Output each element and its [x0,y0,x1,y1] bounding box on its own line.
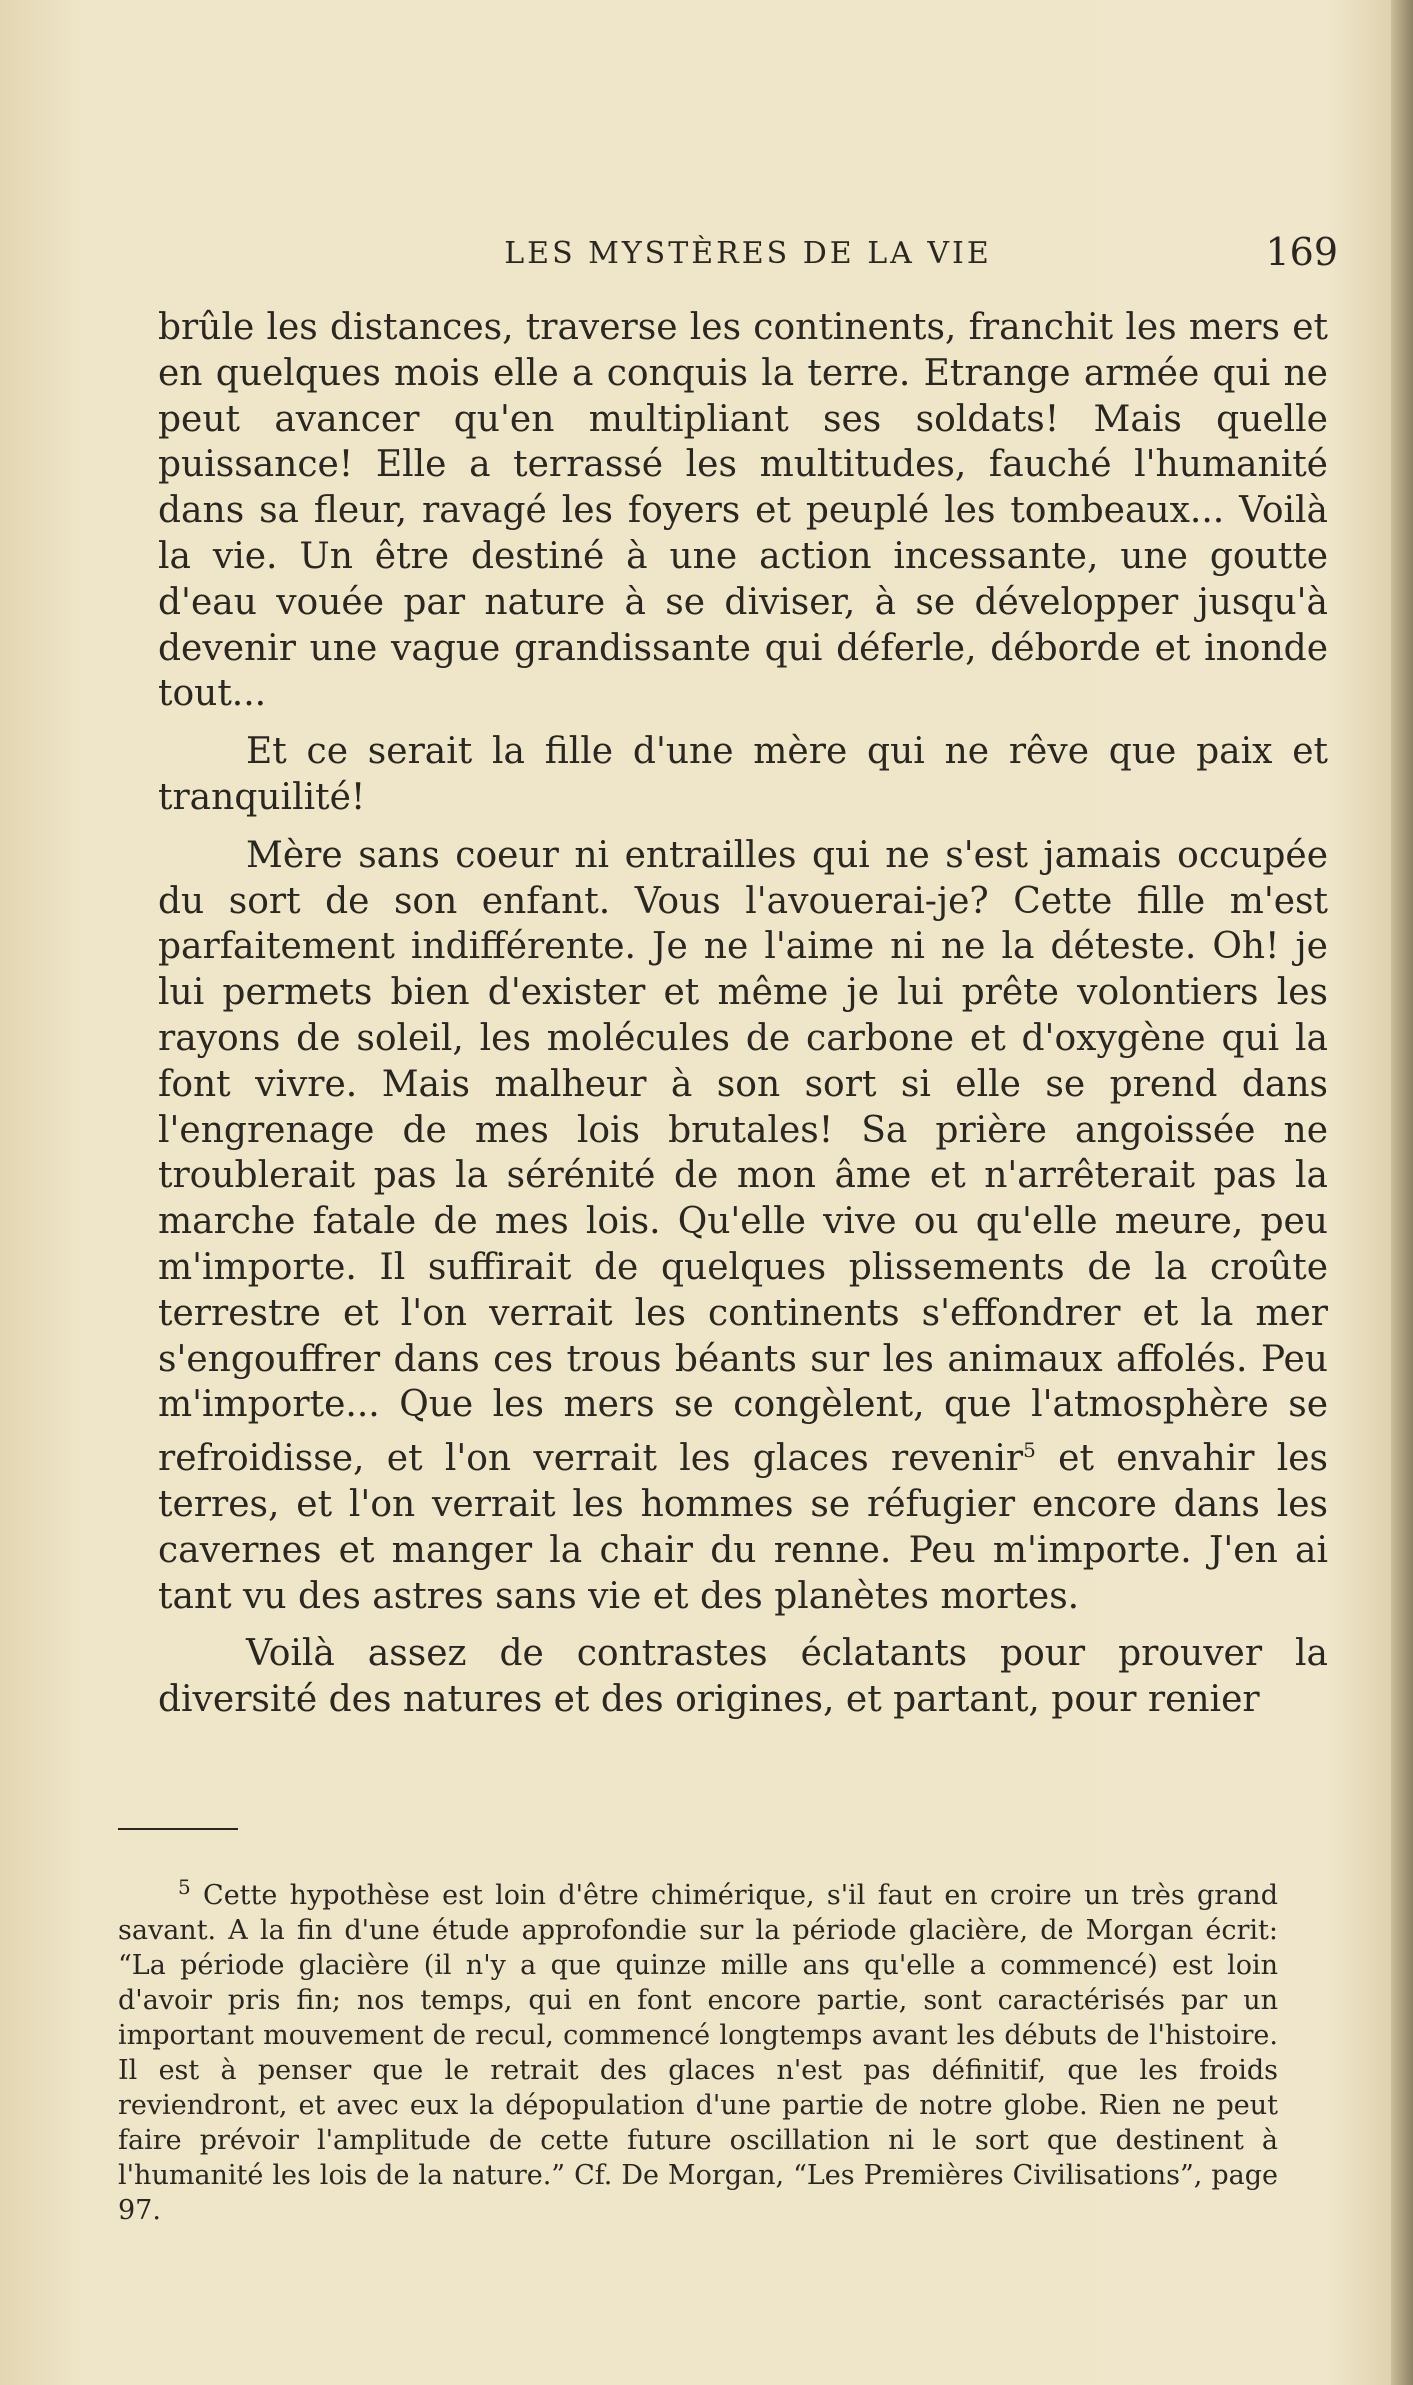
footnote-text: Cette hypothèse est loin d'être chimérique, s'il faut en croire un très grand savant. A la fin d'une étude approfondie sur la période glacière, de Morgan écrit: “La période glacière (il n'y a que quinze mille ans qu'elle a commencé) est loin d'avoir pris fin; nos temps, qui en font encore partie, sont caractérisés par un important mouvement de recul, commencé longtemps avant les débuts de l'histoire. Il est à penser que le retrait des glaces n'est pas définitif, que les froids reviendront, et avec eux la dépopulation d'une partie de notre globe. Rien ne peut faire prévoir l'amplitude de cette future oscillation ni le sort que destinent à l'humanité les lois de la nature.” Cf. De Morgan, “Les Premières Civilisations”, page 97. [118,1880,1278,2226]
footnote-reference: 5 [1023,1438,1036,1463]
paragraph-4: Voilà assez de contrastes éclatants pour prouver la diversité des natures et des origines, et partant, pour renier [158,1633,1328,1721]
paragraph-3-text: Mère sans coeur ni entrailles qui ne s'est jamais occupée du sort de son enfant. Vous l'avouerai-je? Cette fille m'est parfaitement indifférente. Je ne l'aime ni ne la déteste. Oh! je lui permets bien d'exister et même je lui prête volontiers les rayons de soleil, les molécules de carbone et d'oxygène qui la font vivre. Mais malheur à son sort si elle se prend dans l'engrenage de mes lois brutales! Sa prière angoissée ne troublerait pas la sérénité de mon âme et n'arrêterait pas la marche fatale de mes lois. Qu'elle vive ou qu'elle meure, peu m'importe. Il suffirait de quelques plissements de la croûte terrestre et l'on verrait les continents s'effondrer et la mer s'engouffrer dans ces trous béants sur les animaux affolés. Peu m'importe... Que les mers se congèlent, que l'atmosphère se refroidisse, et l'on verrait les glaces revenir [158,834,1328,1480]
running-head [158,230,1338,290]
footnote-marker: 5 [178,1875,191,1899]
running-title: LES MYSTÈRES DE LA VIE [504,236,992,271]
paragraph-1: brûle les distances, traverse les continents, franchit les mers et en quelques mois elle a conquis la terre. Etrange armée qui ne peut avancer qu'en multipliant ses soldats! Mais quelle puissance! Elle a terrassé les multitudes, fauché l'humanité dans sa fleur, ravagé les foyers et peuplé les tombeaux... Voilà la vie. Un être destiné à une action incessante, une goutte d'eau vouée par nature à se diviser, à se développer jusqu'à devenir une vague grandissante qui déferle, déborde et inonde tout... [158,307,1328,715]
main-text [158,305,1328,1723]
footnotes [118,1870,1278,2228]
paragraph-2: Et ce serait la fille d'une mère qui ne rêve que paix et tranquilité! [158,731,1328,818]
page-number: 169 [1265,230,1338,274]
paragraph-3-tail: et envahir les terres, et l'on verrait les hommes se réfugier encore dans les cavernes et manger la chair du renne. Peu m'importe. J'en ai tant vu des astres sans vie et des planètes mortes. [158,1438,1329,1617]
footnote [118,1870,1278,2228]
footnote-divider [118,1828,238,1830]
paragraph-3 [158,833,1328,1620]
